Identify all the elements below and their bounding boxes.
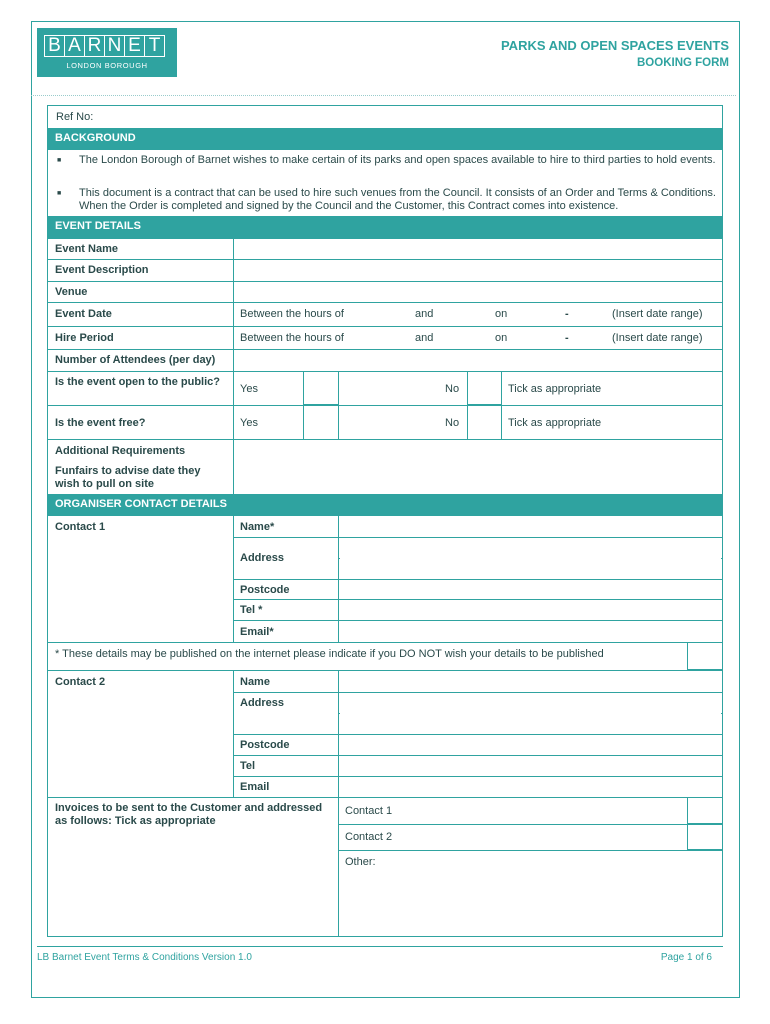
barnet-logo (37, 28, 177, 77)
contact2-email-field[interactable] (340, 778, 721, 796)
footer-version: LB Barnet Event Terms & Conditions Version 1.0 (37, 952, 252, 963)
contact2-email-label: Email (240, 781, 270, 793)
contact1-postcode-field[interactable] (340, 581, 721, 598)
event-date-on: on (495, 308, 508, 320)
hire-period-between: Between the hours of (240, 332, 344, 344)
logo-letter: T (144, 35, 165, 57)
row-line (233, 620, 723, 621)
row-line (48, 642, 723, 643)
contact2-tel-field[interactable] (340, 757, 721, 775)
background-paragraph-2: This document is a contract that can be used to hire such venues from the Council. It consists of an Order and Terms & Conditions. When the Order is completed and signed by the Council and the Customer, this Contract comes into existence. (79, 187, 716, 212)
row-line (233, 599, 723, 600)
free-no-label: No (445, 417, 460, 429)
contact2-postcode-field[interactable] (340, 736, 721, 754)
row-line (48, 281, 723, 282)
invoice-contact1-checkbox[interactable] (687, 797, 723, 824)
background-paragraph-1: The London Borough of Barnet wishes to make certain of its parks and open spaces available to hire to third parties to hold events. (79, 154, 716, 166)
row-line (48, 797, 723, 798)
logo-letter: A (64, 35, 85, 57)
contact1-tel-label: Tel * (240, 604, 263, 616)
contact2-label: Contact 2 (55, 676, 106, 688)
venue-field[interactable] (235, 283, 721, 301)
contact2-name-label: Name (240, 676, 270, 688)
event-free-label: Is the event free? (55, 417, 146, 429)
venue-label: Venue (55, 286, 88, 298)
row-line (48, 439, 723, 440)
logo-subtitle: LONDON BOROUGH (66, 61, 148, 70)
invoice-contact1-label: Contact 1 (345, 805, 393, 817)
column-divider (338, 797, 339, 937)
contact1-email-label: Email* (240, 626, 274, 638)
row-line (48, 302, 723, 303)
event-name-label: Event Name (55, 243, 118, 255)
footer-page-number: Page 1 of 6 (660, 952, 712, 963)
row-line (48, 349, 723, 350)
attendees-label: Number of Attendees (per day) (55, 354, 216, 366)
row-line (233, 692, 723, 693)
open-yes-checkbox[interactable] (303, 371, 339, 405)
document-subtitle: BOOKING FORM (637, 57, 729, 69)
bullet-icon: ■ (57, 157, 62, 164)
logo-letter: R (84, 35, 105, 57)
row-line (48, 670, 723, 671)
document-title: PARKS AND OPEN SPACES EVENTS (500, 38, 729, 53)
contact1-address-field[interactable] (340, 539, 721, 578)
footer-divider (37, 946, 723, 947)
hire-period-and: and (415, 332, 434, 344)
do-not-publish-checkbox[interactable] (687, 642, 723, 670)
ref-no-field[interactable] (100, 108, 720, 126)
free-tick-note: Tick as appropriate (508, 417, 602, 429)
hire-period-range: (Insert date range) (612, 332, 703, 344)
attendees-field[interactable] (235, 351, 721, 369)
event-name-field[interactable] (235, 240, 721, 258)
contact2-address-label: Address (240, 697, 285, 709)
contact2-tel-label: Tel (240, 760, 256, 772)
row-line (233, 537, 723, 538)
row-line (233, 776, 723, 777)
contact1-tel-field[interactable] (340, 601, 721, 619)
row-line (338, 850, 723, 851)
invoice-other-field[interactable] (340, 870, 721, 935)
header-divider (31, 95, 736, 96)
open-to-public-label: Is the event open to the public? (55, 376, 221, 388)
event-date-and: and (415, 308, 434, 320)
row-line (338, 824, 723, 825)
background-heading: BACKGROUND (48, 128, 723, 150)
contact2-postcode-label: Postcode (240, 739, 290, 751)
open-yes-label: Yes (240, 383, 258, 395)
publish-note: * These details may be published on the internet please indicate if you DO NOT wish your details to be published (55, 648, 604, 660)
contact1-label: Contact 1 (55, 521, 106, 533)
additional-requirements-field[interactable] (235, 441, 721, 492)
contact1-address-label: Address (240, 552, 285, 564)
event-description-label: Event Description (55, 264, 149, 276)
bullet-icon: ■ (57, 190, 62, 197)
contact1-email-field[interactable] (340, 622, 721, 641)
row-line (233, 755, 723, 756)
row-line (48, 371, 723, 372)
invoice-other-label: Other: (345, 856, 376, 868)
column-divider (233, 238, 234, 494)
logo-letter: E (124, 35, 145, 57)
event-date-between: Between the hours of (240, 308, 344, 320)
open-tick-note: Tick as appropriate (508, 383, 602, 395)
open-no-checkbox[interactable] (467, 371, 502, 405)
event-date-label: Event Date (55, 308, 112, 320)
row-line (48, 326, 723, 327)
event-details-heading: EVENT DETAILS (48, 216, 723, 238)
contact1-name-label: Name* (240, 521, 275, 533)
row-line (48, 259, 723, 260)
row-line (233, 579, 723, 580)
ref-no-label: Ref No: (56, 111, 94, 123)
free-yes-checkbox[interactable] (303, 405, 339, 440)
free-yes-label: Yes (240, 417, 258, 429)
invoice-contact2-label: Contact 2 (345, 831, 393, 843)
logo-letter: B (44, 35, 65, 57)
invoice-contact2-checkbox[interactable] (687, 824, 723, 850)
free-no-checkbox[interactable] (467, 405, 502, 440)
hire-period-on: on (495, 332, 508, 344)
invoices-label: Invoices to be sent to the Customer and addressed as follows: Tick as appropriate (55, 802, 323, 827)
contact2-address-field[interactable] (340, 694, 721, 733)
logo-letter: N (104, 35, 125, 57)
funfairs-note: Funfairs to advise date they wish to pull on site (55, 465, 201, 490)
event-description-field[interactable] (235, 261, 721, 279)
contact1-name-field[interactable] (340, 518, 721, 536)
event-date-range: (Insert date range) (612, 308, 703, 320)
row-line (233, 734, 723, 735)
row-line (48, 405, 723, 406)
contact1-postcode-label: Postcode (240, 584, 290, 596)
hire-period-dash: - (565, 332, 569, 344)
organiser-heading: ORGANISER CONTACT DETAILS (48, 494, 723, 516)
hire-period-label: Hire Period (55, 332, 114, 344)
event-date-dash: - (565, 308, 569, 320)
additional-requirements-label: Additional Requirements (55, 445, 186, 457)
row-line (48, 238, 723, 239)
contact2-name-field[interactable] (340, 672, 721, 691)
open-no-label: No (445, 383, 460, 395)
